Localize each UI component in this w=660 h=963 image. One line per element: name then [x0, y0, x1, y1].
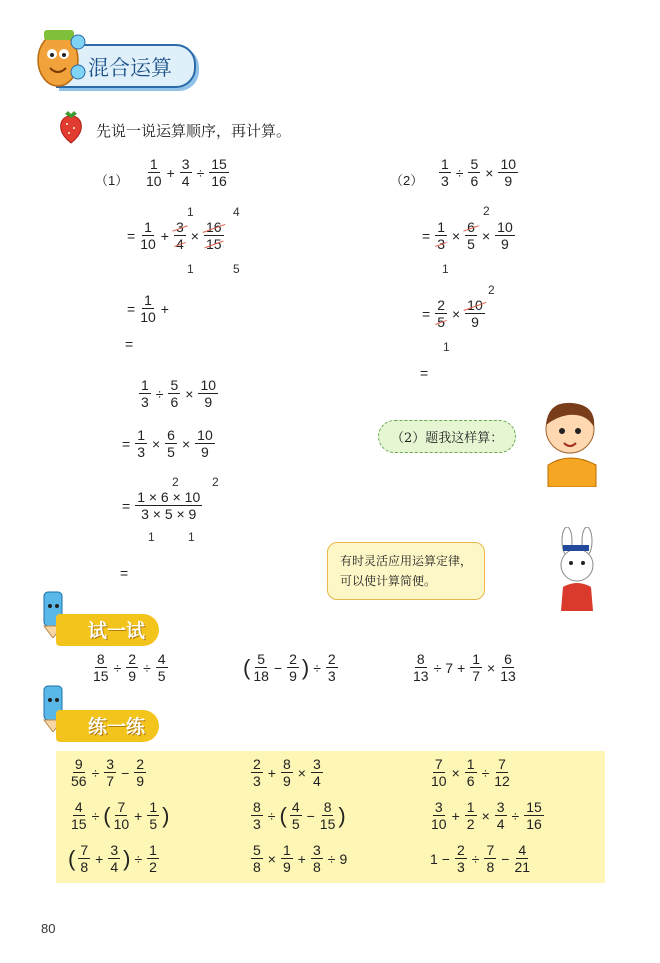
alt-line-4: =: [120, 565, 129, 581]
page-number: 80: [41, 921, 56, 936]
speech-bubble: （2）题我这样算：: [378, 420, 516, 453]
practice-section-title: 练一练: [56, 710, 159, 742]
cancel-mark: 2: [488, 283, 495, 297]
try-item-2: ( $\frac{5}{18}$ − $\frac{2}{9}$ ) ÷ $\frac{2}{3}$: [243, 651, 336, 684]
practice-item-5: $\frac{8}{3}$ ÷ ( $\frac{4}{5}$ − $\frac{8}{15}$ ): [253, 799, 346, 832]
cancel-mark: 1: [148, 530, 155, 544]
tip-line: 有时灵活应用运算定律，: [340, 554, 473, 568]
tip-note: [327, 542, 485, 600]
problem-1-label: （1）: [95, 173, 129, 188]
practice-item-8: $\frac{5}{8}$ × $\frac{1}{9}$ + $\frac{3}{8}$ ÷ 9: [253, 842, 348, 875]
practice-item-1: $\frac{9}{56}$ ÷ $\frac{3}{7}$ − $\frac{2}{9}$: [71, 756, 145, 789]
problem-2-line-3: = $\frac{2}{5}$ × $\frac{10}{9}$: [422, 297, 483, 330]
try-item-1: $\frac{8}{15}$ ÷ $\frac{2}{9}$ ÷ $\frac{4}{5}$: [93, 651, 166, 684]
problem-1-line-1: $\frac{1}{10}$ + $\frac{3}{4}$ ÷ $\frac{15}{16}$: [146, 156, 227, 189]
problem-2-line-4: =: [420, 365, 429, 381]
practice-item-6: $\frac{3}{10}$ + $\frac{1}{2}$ × $\frac{3}{4}$ ÷ $\frac{15}{16}$: [431, 799, 542, 832]
alt-line-2: = $\frac{1}{3}$ × $\frac{6}{5}$ × $\frac{10}{9}$: [122, 427, 213, 460]
cancel-mark: 1: [443, 340, 450, 354]
instruction-text: 先说一说运算顺序，再计算。: [96, 122, 292, 140]
rabbit-icon: [543, 527, 613, 612]
problem-1-line-2: = $\frac{1}{10}$ + $\frac{3}{4}$ × $\frac{16}{15}$: [127, 219, 222, 252]
cancel-mark: 1: [188, 530, 195, 544]
cancel-mark: 1: [187, 205, 194, 219]
problem-1-line-3: = $\frac{1}{10}$ +: [127, 292, 169, 325]
cancel-mark: 1: [187, 262, 194, 276]
practice-item-9: 1 − $\frac{2}{3}$ ÷ $\frac{7}{8}$ − $\frac{4}{21}$: [430, 842, 531, 875]
cancel-mark: 2: [483, 204, 490, 218]
page-title: 混合运算: [88, 56, 172, 80]
strawberry-icon: [56, 108, 86, 144]
tip-line: 可以使计算简便。: [340, 574, 437, 588]
boy-icon: [538, 395, 608, 487]
cancel-mark: 4: [233, 205, 240, 219]
problem-1-line-4: =: [125, 336, 134, 352]
problem-2-line-1: $\frac{1}{3}$ ÷ $\frac{5}{6}$ × $\frac{10}{9}$: [441, 156, 517, 189]
practice-item-4: $\frac{4}{15}$ ÷ ( $\frac{7}{10}$ + $\frac{1}{5}$ ): [71, 799, 170, 832]
cancel-mark: 1: [442, 262, 449, 276]
cancel-mark: 2: [172, 475, 179, 489]
cancel-mark: 2: [212, 475, 219, 489]
practice-item-2: $\frac{2}{3}$ + $\frac{8}{9}$ × $\frac{3}{4}$: [253, 756, 321, 789]
practice-item-3: $\frac{7}{10}$ × $\frac{1}{6}$ ÷ $\frac{7}{12}$: [431, 756, 510, 789]
mascot-icon: [30, 22, 90, 94]
problem-2-label: （2）: [390, 173, 424, 188]
alt-line-3: = $\frac{1 \times 6 \times 10}{3 \times 5 \times 9}$: [122, 489, 201, 522]
alt-line-1: $\frac{1}{3}$ ÷ $\frac{5}{6}$ × $\frac{10}{9}$: [141, 377, 217, 410]
try-item-3: $\frac{8}{13}$ ÷ 7 + $\frac{1}{7}$ × $\frac{6}{13}$: [413, 651, 516, 684]
try-section-title: 试一试: [56, 614, 159, 646]
problem-2-line-2: = $\frac{1}{3}$ × $\frac{6}{5}$ × $\frac{10}{9}$: [422, 219, 513, 252]
cancel-mark: 5: [233, 262, 240, 276]
practice-item-7: ( $\frac{7}{8}$ + $\frac{3}{4}$ ) ÷ $\frac{1}{2}$: [68, 842, 157, 875]
